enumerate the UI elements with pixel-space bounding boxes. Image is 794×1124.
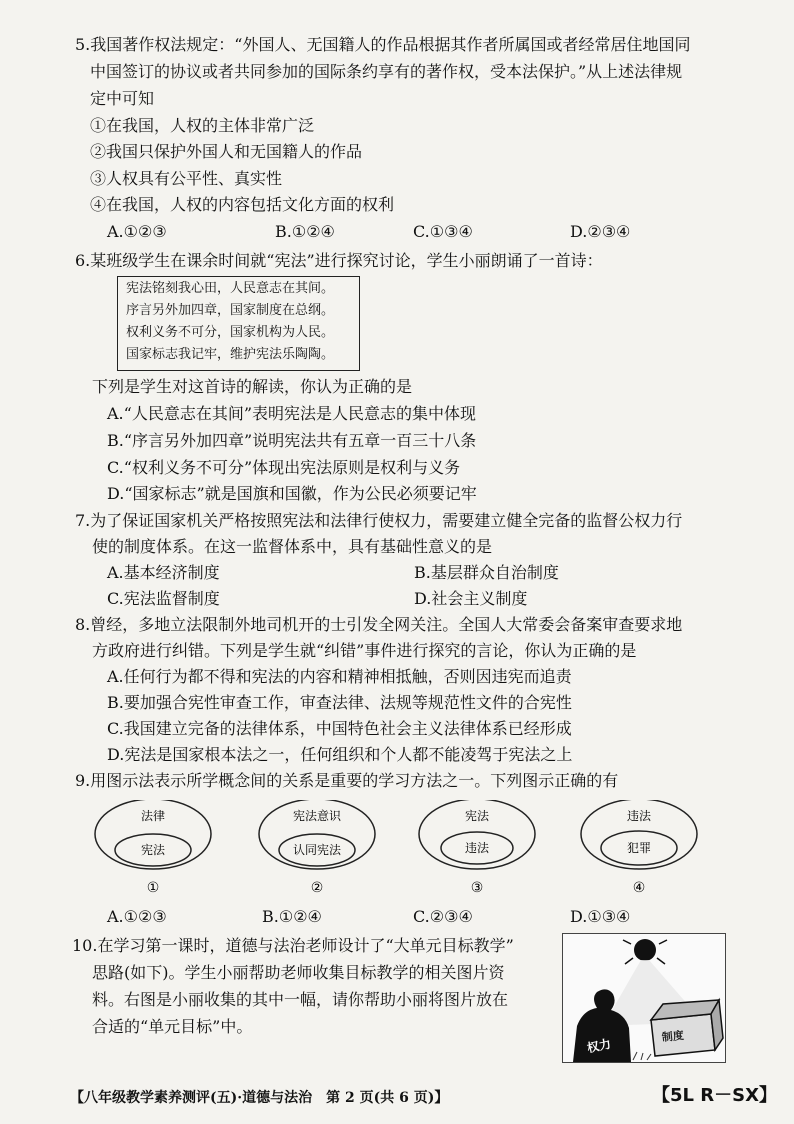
q8-option-d[interactable]: D.宪法是国家根本法之一，任何组织和个人都不能凌驾于宪法之上 <box>107 745 573 764</box>
q5-option-d[interactable]: D.②③④ <box>570 222 631 241</box>
q6-option-b[interactable]: B.“序言另外加四章”说明宪法共有五章一百三十八条 <box>107 431 477 450</box>
cartoon-illustration <box>563 934 725 1062</box>
q8-option-a[interactable]: A.任何行为都不得和宪法的内容和精神相抵触，否则因违宪而追责 <box>107 667 572 686</box>
power-label: 权力 <box>585 1036 613 1056</box>
diagram-2-number: ② <box>310 880 324 896</box>
diagram-1-inner-label: 宪法 <box>140 843 166 857</box>
q7-option-d[interactable]: D.社会主义制度 <box>414 589 528 608</box>
poem-line-3: 权利义务不可分，国家机构为人民。 <box>126 325 335 340</box>
q7-stem-line1: 7.为了保证国家机关严格按照宪法和法律行使权力，需要建立健全完备的监督公权力行 <box>75 511 683 530</box>
q8-option-c[interactable]: C.我国建立完备的法律体系，中国特色社会主义法律体系已经形成 <box>107 719 572 738</box>
q5-option-b[interactable]: B.①②④ <box>275 222 335 241</box>
diagram-2-outer-label: 宪法意识 <box>292 809 342 823</box>
diagram-3-inner-label: 违法 <box>464 841 490 855</box>
q5-stem-line3: 定中可知 <box>90 89 155 108</box>
q9-option-d[interactable]: D.①③④ <box>570 907 631 926</box>
system-label: 制度 <box>661 1028 685 1045</box>
q6-question: 下列是学生对这首诗的解读，你认为正确的是 <box>92 377 413 396</box>
diagram-2[interactable] <box>259 800 375 896</box>
diagram-1-number: ① <box>146 880 160 896</box>
diagram-1-outer-label: 法律 <box>140 809 166 823</box>
poem-line-2: 序言另外加四章，国家制度在总纲。 <box>126 303 335 318</box>
q5-item-2: ②我国只保护外国人和无国籍人的作品 <box>90 142 363 161</box>
q9-stem: 9.用图示法表示所学概念间的关系是重要的学习方法之一。下列图示正确的有 <box>75 771 619 790</box>
footer-exam-info: 【八年级教学素养测评(五)·道德与法治 第 2 页(共 6 页)】 <box>70 1090 449 1106</box>
q10-stem-line1: 10.在学习第一课时，道德与法治老师设计了“大单元目标教学” <box>72 936 514 955</box>
q5-option-a[interactable]: A.①②③ <box>107 222 167 241</box>
q8-stem-line1: 8.曾经，多地立法限制外地司机开的士引发全网关注。全国人大常委会备案审查要求地 <box>75 615 683 634</box>
q9-option-b[interactable]: B.①②④ <box>262 907 322 926</box>
q10-cartoon-image <box>562 933 726 1063</box>
q9-diagrams <box>0 800 794 910</box>
q6-poem-box <box>117 276 360 371</box>
diagram-3[interactable] <box>419 800 535 896</box>
q10-stem-line3: 料。右图是小丽收集的其中一幅，请你帮助小丽将图片放在 <box>92 990 509 1009</box>
q5-item-1: ①在我国，人权的主体非常广泛 <box>90 116 315 135</box>
lamp-icon <box>634 939 656 961</box>
q5-stem-line1: 5.我国著作权法规定：“外国人、无国籍人的作品根据其作者所属国或者经常居住地国同 <box>75 35 691 54</box>
q7-option-b[interactable]: B.基层群众自治制度 <box>414 563 559 582</box>
diagram-2-inner-label: 认同宪法 <box>292 843 342 857</box>
q5-option-c[interactable]: C.①③④ <box>413 222 473 241</box>
poem-line-4: 国家标志我记牢，维护宪法乐陶陶。 <box>126 347 335 362</box>
diagram-3-outer-label: 宪法 <box>464 809 490 823</box>
q6-option-a[interactable]: A.“人民意志在其间”表明宪法是人民意志的集中体现 <box>107 404 477 423</box>
poem-line-1: 宪法铭刻我心田，人民意志在其间。 <box>126 281 335 296</box>
diagram-4-inner-label: 犯罪 <box>626 841 652 855</box>
diagram-4[interactable] <box>581 800 697 896</box>
diagram-1[interactable] <box>95 800 211 896</box>
system-box <box>651 1000 723 1056</box>
q6-option-d[interactable]: D.“国家标志”就是国旗和国徽，作为公民必须要记牢 <box>107 484 477 503</box>
diagram-4-number: ④ <box>632 880 646 896</box>
diagram-4-outer-label: 违法 <box>626 809 652 823</box>
q7-option-c[interactable]: C.宪法监督制度 <box>107 589 220 608</box>
q6-stem-line1: 6.某班级学生在课余时间就“宪法”进行探究讨论，学生小丽朗诵了一首诗： <box>75 251 603 270</box>
q8-option-b[interactable]: B.要加强合宪性审查工作，审查法律、法规等规范性文件的合宪性 <box>107 693 572 712</box>
q5-item-3: ③人权具有公平性、真实性 <box>90 169 283 188</box>
q8-stem-line2: 方政府进行纠错。下列是学生就“纠错”事件进行探究的言论，你认为正确的是 <box>92 641 637 660</box>
q5-stem-line2: 中国签订的协议或者共同参加的国际条约享有的著作权，受本法保护。”从上述法律规 <box>90 62 683 81</box>
q10-stem-line4: 合适的“单元目标”中。 <box>92 1017 253 1036</box>
q10-stem-line2: 思路(如下)。学生小丽帮助老师收集目标教学的相关图片资 <box>92 963 505 982</box>
q7-option-a[interactable]: A.基本经济制度 <box>107 563 220 582</box>
footer-code: 【5L R－SX】 <box>652 1085 777 1106</box>
diagram-3-number: ③ <box>470 880 484 896</box>
q5-item-4: ④在我国，人权的内容包括文化方面的权利 <box>90 195 395 214</box>
q9-option-a[interactable]: A.①②③ <box>107 907 167 926</box>
q6-option-c[interactable]: C.“权利义务不可分”体现出宪法原则是权利与义务 <box>107 458 461 477</box>
q9-option-c[interactable]: C.②③④ <box>413 907 473 926</box>
q7-stem-line2: 使的制度体系。在这一监督体系中，具有基础性意义的是 <box>92 537 493 556</box>
